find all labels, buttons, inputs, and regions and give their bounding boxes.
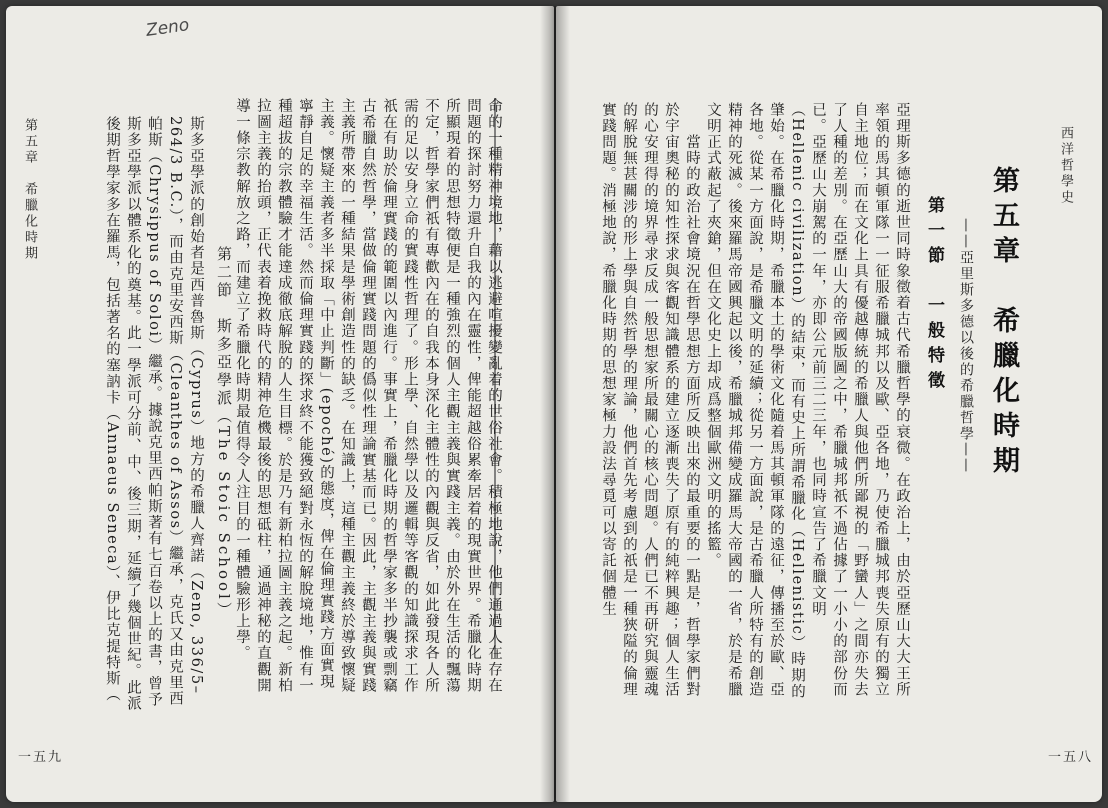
right-page (556, 6, 1102, 802)
right-running-head: 西洋哲學史 (1058, 126, 1073, 206)
right-page-number: 一五八 (1048, 750, 1094, 765)
section-title: 第一節 一般特徵 (924, 196, 944, 396)
right-body-text: 亞理斯多德的逝世同時象徵着古代希臘哲學的衰微。在政治上，由於亞歷山大大王所率領的馬其頓軍隊一一征服希臘城邦以及歐、亞各地，乃使希臘城邦喪失原有的獨立自主地位；而在文化上具有優越傳統的希臘人與他們所鄙視的「野蠻人」之間亦失去了人種的差別。在亞歷山大的帝國版圖之中，希臘城邦祇不過佔據了一小小的部份而已。亞歷山大崩駕的一年，亦即公元前三二三年，也同時宣告了希臘文明（Hellenic civilization）的結束，而有史上所謂希臘化（Hellenistic）時期的肇始。在希臘化時期，希臘本土的學術文化隨着馬其頓軍隊的遠征，傳播至於歐、亞各地。從某一方面說，是希臘文明的延續；從另一方面說，是古希臘人所特有的創造精神的死滅。後來羅馬帝國興起以後，希臘城邦備變成羅馬大帝國的一省，於是希臘文明正式蔽起了夾鎗，但在文化史上却成爲整個歐洲文明的搖籃。 當時的政治社會境況在哲學思想方面所反映出來的最重要的一點是，哲學家們對於宇宙奧秘的知性探求與客觀知識體系的建立逐漸喪失了原有的純粹興趣；個人生活的心安理得的境界尋求反成一般思想家所最關心的核心問題。人們已不再研究與靈魂的解脫無甚關涉的形上學與自然哲學的理論，他們首先考慮到的祇是一種狹隘的倫理實踐問題。消極地說，希臘化時期的思想家極力設法尋覓可以寄託個體生 (600, 102, 910, 700)
left-body-text-second: 斯多亞學派的創始者是西普魯斯（Cyprus）地方的希臘人齊諾（Zeno, 336/5–264/3 B.C.），而由克里安西斯（Cleanthes of Assos）繼承，克氏又由克里西帕斯（Chrysippus of Soloi）繼承。據說克里西帕斯著有七百卷以上的書，曾予斯多亞學派以體系化的奠基。此一學派可分前、中、後三期，延續了幾個世紀。此派後期哲學家多在羅馬，包括著名的塞訥卡（Annaeus Seneca）、伊比克提特斯（ (104, 116, 204, 712)
chapter-subtitle: ——亞里斯多德以後的希臘哲學—— (958, 218, 974, 474)
chapter-title: 第五章 希臘化時期 (988, 166, 1019, 481)
left-footer-running-head: 第五章 希臘化時期 (22, 118, 37, 262)
left-section-title: 第二節 斯多亞學派（The Stoic School） (215, 246, 233, 620)
left-body-text-first: 命的一種精神境地，藉以逃避喧擾變亂着的世俗社會。積極地說，他們通過人在存在問題的探討努力還升自我的內在靈性，俾能超越俗累牽居着的現實世界。希臘化時期所顯現着的思想特徵便是一種強烈的個人主觀主義與實踐主義。由於外在生活的飄蕩不定，哲學家們祇有專歡內在的自我本身深化主體性的內觀與反省，如此發現各人所需的足以安身立命的實踐性哲理了。形上學、自然學以及邏輯等客觀的知識探求工作祇在有助於倫理實踐的範圍以內進行。事實上，希臘化時期的哲學家多半抄襲或剽竊古希臘自然哲學，當做倫理實踐問題的僞似性理論實基而已。因此，主觀主義與實踐主義所帶來的一種結果是學術創造性的缺乏。在知識上，這種主觀主義終於導致懷疑主義。懷疑主義者多半採取「中止判斷」(epoché)的態度，俾在倫理實踐方面實現寧靜自足的幸福生活。然而倫理實踐的探求終不能獲致絕對永恆的解脫境地，惟有一種超拔的宗教體驗才能達成徹底解脫的人生目標。於是乃有新柏拉圖主義之起。新柏拉圖主義的抬頭，正代表着挽救時代的精神危機最後的思想砥柱，通過神秘的直觀開導一條宗教解放之路，而建立了希臘化時期最值得令人注目的一種體驗形上學。 (234, 98, 502, 694)
handwritten-note: Zeno (144, 15, 191, 41)
left-page (6, 6, 554, 802)
left-page-number: 一五九 (18, 750, 64, 765)
